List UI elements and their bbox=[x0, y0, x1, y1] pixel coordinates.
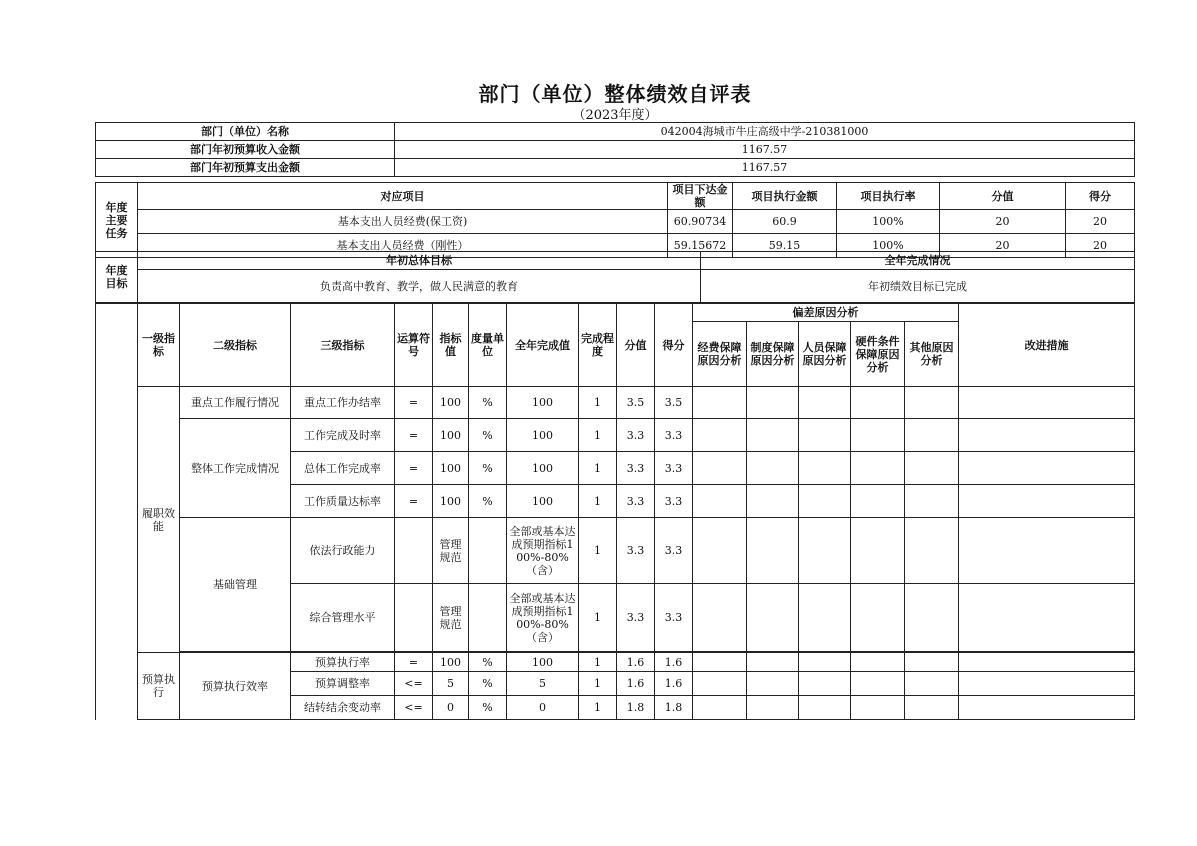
score-value: 3.3 bbox=[617, 518, 655, 584]
goals-target-text: 负责高中教育、教学，做人民满意的教育 bbox=[138, 270, 701, 303]
score: 1.6 bbox=[655, 672, 693, 696]
actual: 0 bbox=[507, 696, 579, 720]
unit: % bbox=[469, 485, 507, 518]
degree: 1 bbox=[579, 696, 617, 720]
task-score-value: 20 bbox=[940, 210, 1066, 234]
task-score: 20 bbox=[1066, 210, 1135, 234]
target: 100 bbox=[433, 653, 469, 672]
goals-table bbox=[95, 251, 1135, 303]
tasks-col-rate: 项目执行率 bbox=[837, 183, 940, 210]
operator: = bbox=[395, 452, 433, 485]
level1-label: 预算执行 bbox=[138, 653, 180, 720]
degree: 1 bbox=[579, 485, 617, 518]
goals-target-header: 年初总体目标 bbox=[138, 252, 701, 270]
score: 3.3 bbox=[655, 485, 693, 518]
actual: 全部或基本达成预期指标100%-80%（含） bbox=[507, 584, 579, 652]
level3-label: 依法行政能力 bbox=[291, 518, 395, 584]
tasks-side-label: 年度 主要 任务 bbox=[96, 183, 138, 258]
score: 3.3 bbox=[655, 452, 693, 485]
col-reason-system: 制度保障原因分析 bbox=[747, 322, 799, 387]
actual: 5 bbox=[507, 672, 579, 696]
tasks-col-issued: 项目下达金额 bbox=[668, 183, 733, 210]
unit: % bbox=[469, 672, 507, 696]
level3-label: 综合管理水平 bbox=[291, 584, 395, 652]
col-level1: 一级指标 bbox=[138, 304, 180, 387]
col-score: 得分 bbox=[655, 304, 693, 387]
improve-header: 改进措施 bbox=[959, 304, 1135, 387]
target: 5 bbox=[433, 672, 469, 696]
level3-label: 重点工作办结率 bbox=[291, 387, 395, 419]
score: 3.3 bbox=[655, 419, 693, 452]
unit: % bbox=[469, 452, 507, 485]
level3-label: 工作质量达标率 bbox=[291, 485, 395, 518]
actual: 100 bbox=[507, 419, 579, 452]
degree: 1 bbox=[579, 518, 617, 584]
level1-label: 履职效能 bbox=[138, 387, 180, 653]
goals-completion-header: 全年完成情况 bbox=[701, 252, 1135, 270]
col-reason-funding: 经费保障原因分析 bbox=[693, 322, 747, 387]
task-executed: 59.15 bbox=[733, 234, 837, 258]
score-value: 1.6 bbox=[617, 672, 655, 696]
score-value: 1.6 bbox=[617, 653, 655, 672]
dept-name-label: 部门（单位）名称 bbox=[96, 123, 395, 141]
score-value: 3.5 bbox=[617, 387, 655, 419]
level3-label: 结转结余变动率 bbox=[291, 696, 395, 720]
level3-label: 预算调整率 bbox=[291, 672, 395, 696]
score: 3.3 bbox=[655, 584, 693, 652]
operator: = bbox=[395, 419, 433, 452]
operator: = bbox=[395, 387, 433, 419]
goals-completion-text: 年初绩效目标已完成 bbox=[701, 270, 1135, 303]
score: 1.6 bbox=[655, 653, 693, 672]
actual: 100 bbox=[507, 452, 579, 485]
goals-side-label: 年度 目标 bbox=[96, 252, 138, 303]
target: 100 bbox=[433, 387, 469, 419]
task-rate: 100% bbox=[837, 234, 940, 258]
actual: 100 bbox=[507, 387, 579, 419]
unit: % bbox=[469, 696, 507, 720]
dept-name-value: 042004海城市牛庄高级中学-210381000 bbox=[395, 123, 1135, 141]
level2-label: 整体工作完成情况 bbox=[180, 419, 291, 518]
income-value: 1167.57 bbox=[395, 141, 1135, 159]
target: 管理规范 bbox=[433, 584, 469, 652]
score-value: 3.3 bbox=[617, 584, 655, 652]
target: 0 bbox=[433, 696, 469, 720]
tasks-table bbox=[95, 182, 1135, 258]
deviation-header: 偏差原因分析 bbox=[693, 304, 959, 322]
col-reason-hardware: 硬件条件保障原因分析 bbox=[851, 322, 905, 387]
income-label: 部门年初预算收入金额 bbox=[96, 141, 395, 159]
operator: <= bbox=[395, 672, 433, 696]
page-subtitle: （2023年度） bbox=[572, 108, 658, 123]
task-issued: 60.90734 bbox=[668, 210, 733, 234]
col-degree: 完成程度 bbox=[579, 304, 617, 387]
unit bbox=[469, 584, 507, 652]
task-rate: 100% bbox=[837, 210, 940, 234]
task-executed: 60.9 bbox=[733, 210, 837, 234]
unit: % bbox=[469, 653, 507, 672]
level2-label: 重点工作履行情况 bbox=[180, 387, 291, 419]
level3-label: 总体工作完成率 bbox=[291, 452, 395, 485]
col-level3: 三级指标 bbox=[291, 304, 395, 387]
level3-label: 预算执行率 bbox=[291, 653, 395, 672]
degree: 1 bbox=[579, 452, 617, 485]
col-reason-staff: 人员保障原因分析 bbox=[799, 322, 851, 387]
operator bbox=[395, 518, 433, 584]
operator: = bbox=[395, 653, 433, 672]
score-value: 3.3 bbox=[617, 452, 655, 485]
degree: 1 bbox=[579, 672, 617, 696]
col-target: 指标值 bbox=[433, 304, 469, 387]
performance-table bbox=[95, 122, 1135, 177]
operator: = bbox=[395, 485, 433, 518]
target: 100 bbox=[433, 485, 469, 518]
level3-label: 工作完成及时率 bbox=[291, 419, 395, 452]
page-title: 部门（单位）整体绩效自评表 bbox=[478, 82, 752, 106]
unit: % bbox=[469, 419, 507, 452]
target: 100 bbox=[433, 419, 469, 452]
score-value: 1.8 bbox=[617, 696, 655, 720]
task-item: 基本支出人员经费（刚性） bbox=[138, 234, 668, 258]
operator: <= bbox=[395, 696, 433, 720]
tasks-col-executed: 项目执行金额 bbox=[733, 183, 837, 210]
target: 管理规范 bbox=[433, 518, 469, 584]
score: 1.8 bbox=[655, 696, 693, 720]
unit bbox=[469, 518, 507, 584]
actual: 全部或基本达成预期指标100%-80%（含） bbox=[507, 518, 579, 584]
operator bbox=[395, 584, 433, 652]
tasks-col-score: 得分 bbox=[1066, 183, 1135, 210]
level2-label: 基础管理 bbox=[180, 518, 291, 652]
degree: 1 bbox=[579, 653, 617, 672]
degree: 1 bbox=[579, 419, 617, 452]
col-actual: 全年完成值 bbox=[507, 304, 579, 387]
col-operator: 运算符号 bbox=[395, 304, 433, 387]
col-unit: 度量单位 bbox=[469, 304, 507, 387]
indicators-table bbox=[95, 303, 1135, 720]
degree: 1 bbox=[579, 387, 617, 419]
actual: 100 bbox=[507, 653, 579, 672]
tasks-col-item: 对应项目 bbox=[138, 183, 668, 210]
score-value: 3.3 bbox=[617, 419, 655, 452]
level2-label: 预算执行效率 bbox=[180, 653, 291, 720]
target: 100 bbox=[433, 452, 469, 485]
col-score-value: 分值 bbox=[617, 304, 655, 387]
actual: 100 bbox=[507, 485, 579, 518]
score: 3.3 bbox=[655, 518, 693, 584]
score: 3.5 bbox=[655, 387, 693, 419]
degree: 1 bbox=[579, 584, 617, 652]
col-reason-other: 其他原因分析 bbox=[905, 322, 959, 387]
task-issued: 59.15672 bbox=[668, 234, 733, 258]
score-value: 3.3 bbox=[617, 485, 655, 518]
col-level2: 二级指标 bbox=[180, 304, 291, 387]
unit: % bbox=[469, 387, 507, 419]
tasks-col-score-value: 分值 bbox=[940, 183, 1066, 210]
indicators-side-blank bbox=[96, 304, 138, 720]
expense-value: 1167.57 bbox=[395, 159, 1135, 177]
expense-label: 部门年初预算支出金额 bbox=[96, 159, 395, 177]
task-score: 20 bbox=[1066, 234, 1135, 258]
task-score-value: 20 bbox=[940, 234, 1066, 258]
task-item: 基本支出人员经费(保工资) bbox=[138, 210, 668, 234]
